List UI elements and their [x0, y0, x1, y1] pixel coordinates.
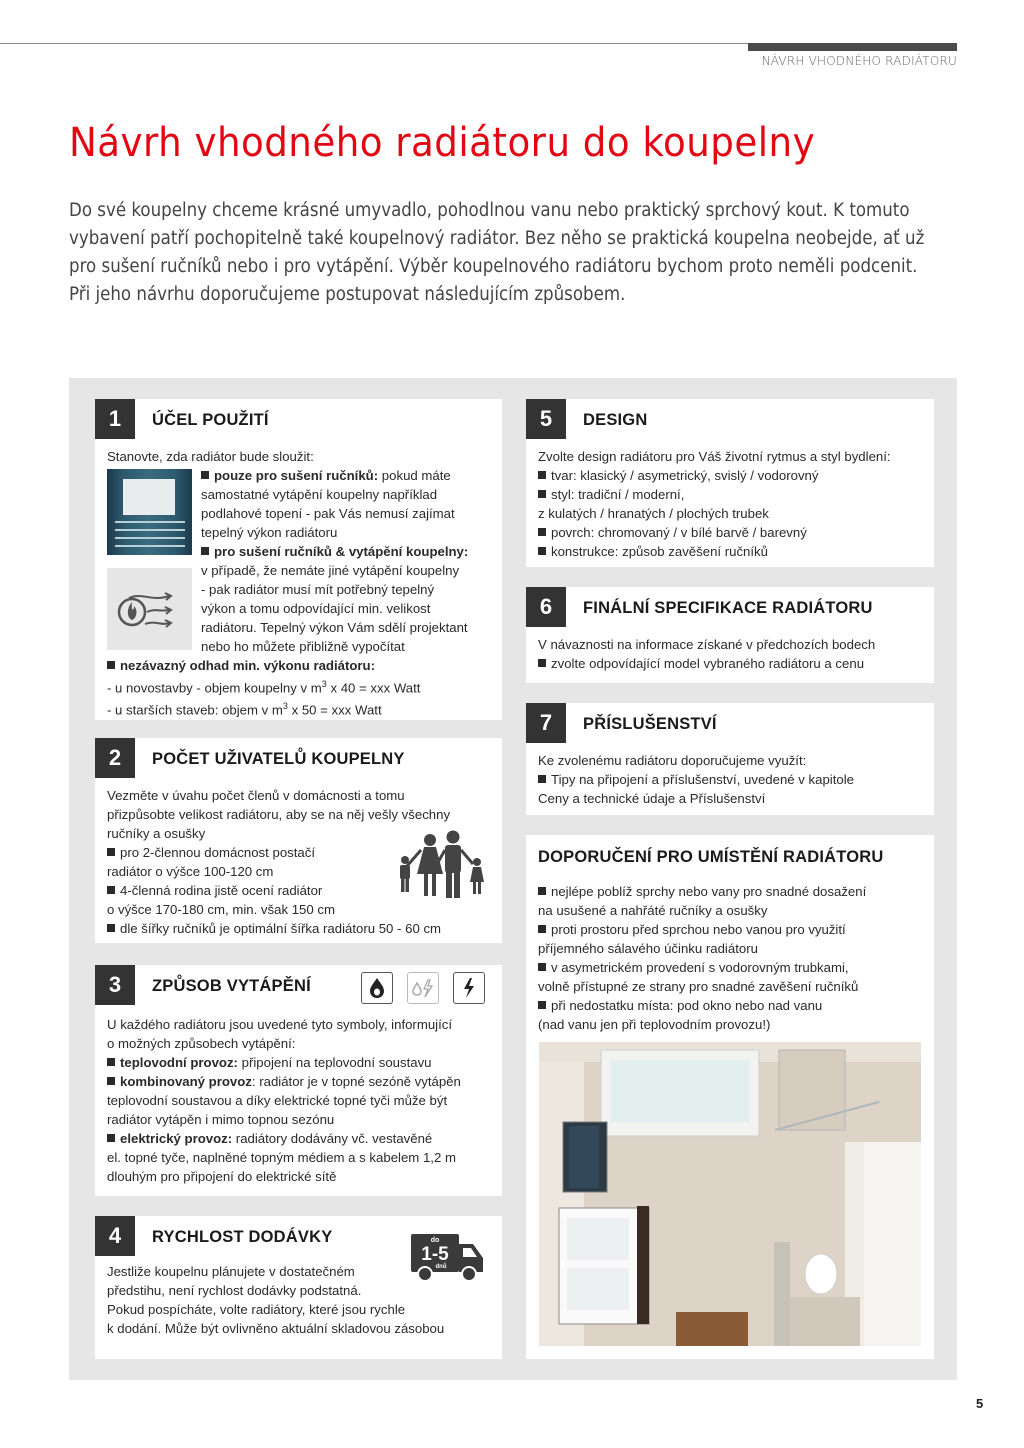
section-card-design	[526, 399, 934, 567]
bullet-text: z kulatých / hranatých / plochých trubek	[538, 506, 769, 521]
bullet-square	[201, 471, 209, 479]
combined-drop-lightning-icon	[407, 972, 439, 1004]
section-number: 4	[95, 1216, 135, 1256]
body-text: V návaznosti na informace získané v předchozích bodech	[538, 637, 876, 652]
section-title: ÚČEL POUŽITÍ	[152, 411, 269, 429]
section-body	[107, 1015, 494, 1186]
section-number: 7	[526, 703, 566, 743]
bullet-square	[107, 661, 115, 669]
bullet-combined-mode: kombinovaný provoz: radiátor je v topné sezóně vytápěn	[107, 1072, 494, 1091]
bullet-square	[107, 1077, 115, 1085]
bullet-lack-of-space: při nedostatku místa: pod okno nebo nad vanu	[538, 996, 926, 1015]
bullet-square	[201, 547, 209, 555]
bullet-square	[538, 775, 546, 783]
section-title: PŘÍSLUŠENSTVÍ	[583, 715, 717, 733]
running-head: NÁVRH VHODNÉHO RADIÁTORU	[761, 54, 957, 68]
section-title: RYCHLOST DODÁVKY	[152, 1228, 333, 1246]
bullet-text: v případě, že nemáte jiné vytápění koupelny	[201, 563, 460, 578]
bullet-shape: tvar: klasický / asymetrický, svislý / vodorovný	[538, 466, 926, 485]
bullet-text: (nad vanu jen při teplovodním provozu!)	[538, 1017, 771, 1032]
section-body: Stanovte, zda radiátor bude sloužit: pouze pro sušení ručníků: pokud máte samostatné vytápění koupelny například podlahové topení - pak Vás nemusí zajímat tepelný výkon radiátoru pro sušení ručníků & vytápění koupelny: v případě, že nemáte jiné vytápění koupelny - pak radiátor musí mít potřebný tepelný výkon a tomu odpovídající min. velikost radiátoru. Tepelný výkon Vám sdělí projektant nebo ho můžete přibližně vypočítat nezávazný odhad min. výkonu radiátoru: - u novostavby - objem koupelny v $m^3$ x 40 = xxx Watt - u starších staveb: objem v $m^3$ x 50 = xxx Watt	[107, 447, 494, 720]
bullet-text: na usušené a nahřáté ručníky a osušky	[538, 903, 768, 918]
intro-paragraph	[69, 197, 925, 309]
section-tab-marker	[748, 43, 957, 51]
section-card-final-spec	[526, 587, 934, 683]
bullet-square	[538, 925, 546, 933]
bullet-text: radiátor vytápěn i mimo topnou sezónu	[107, 1112, 335, 1127]
bullet-text: o výšce 170-180 cm, min. však 150 cm	[107, 902, 335, 917]
bullet-text: pokud máte	[378, 468, 451, 483]
bullet-square	[538, 490, 546, 498]
heating-mode-icons	[361, 972, 485, 1004]
body-text: k dodání. Může být ovlivněno aktuální skladovou zásobou	[107, 1321, 445, 1336]
body-text: o možných způsobech vytápění:	[107, 1036, 296, 1051]
water-drop-icon	[361, 972, 393, 1004]
section-card-purpose	[95, 399, 502, 720]
bullet-text: volně přístupné ze strany pro snadné zavěšení ručníků	[538, 979, 859, 994]
section-card-placement	[526, 835, 934, 1359]
body-text: Jestliže koupelnu plánujete v dostatečném	[107, 1264, 355, 1279]
bullet-text: Ceny a technické údaje a Příslušenství	[538, 791, 766, 806]
bullet-text: tepelný výkon radiátoru	[201, 525, 338, 540]
bullet-square	[107, 1058, 115, 1066]
bathroom-floorplan-image	[539, 1042, 921, 1346]
bullet-square	[538, 887, 546, 895]
section-card-users	[95, 738, 502, 943]
section-body	[538, 447, 926, 561]
section-title: DESIGN	[583, 411, 648, 429]
section-title: DOPORUČENÍ PRO UMÍSTĚNÍ RADIÁTORU	[538, 848, 884, 866]
section-number: 6	[526, 587, 566, 627]
bullet-text: výkon a tomu odpovídající min. velikost	[201, 601, 431, 616]
bullet-label: nezávazný odhad min. výkonu radiátoru:	[120, 658, 376, 673]
body-text: ručníky a osušky	[107, 826, 206, 841]
bullet-towels-heating	[107, 542, 494, 561]
section-number: 1	[95, 399, 135, 439]
bullet-text: podlahové topení - pak Vás nemusí zajímat	[201, 506, 455, 521]
bullet-text: - pak radiátor musí mít potřebný tepelný	[201, 582, 435, 597]
section-title: POČET UŽIVATELŮ KOUPELNY	[152, 750, 405, 768]
bullet-square	[107, 848, 115, 856]
bullet-square	[538, 471, 546, 479]
page-title: Návrh vhodného radiátoru do koupelny	[69, 120, 816, 166]
section-body	[538, 635, 926, 673]
bullet-square	[107, 1134, 115, 1142]
intro-line: Při jeho návrhu doporučujeme postupovat následujícím způsobem.	[69, 284, 626, 305]
bullet-model: zvolte odpovídající model vybraného radiátoru a cenu	[538, 654, 926, 673]
bullet-style: styl: tradiční / moderní,	[538, 485, 926, 504]
bullet-text: nebo ho můžete přibližně vypočítat	[201, 639, 405, 654]
bullet-text: el. topné tyče, naplněné topným médiem a s kabelem 1,2 m	[107, 1150, 456, 1165]
bullet-text: radiátoru. Tepelný výkon Vám sdělí projektant	[201, 620, 468, 635]
body-text: přizpůsobte velikost radiátoru, aby se na něj vešly všechny	[107, 807, 451, 822]
truck-label-days: 1-5	[421, 1244, 449, 1265]
lightning-icon	[453, 972, 485, 1004]
bullet-surface: povrch: chromovaný / v bílé barvě / barevný	[538, 523, 926, 542]
truck-label-bottom: dnů	[435, 1264, 447, 1270]
calc-new-build: - u novostavby - objem koupelny v $m^3$ x 40 = xxx Watt	[107, 679, 421, 696]
bullet-label: pouze pro sušení ručníků:	[214, 468, 379, 483]
body-text: Zvolte design radiátoru pro Váš životní rytmus a styl bydlení:	[538, 449, 891, 464]
body-text: U každého radiátoru jsou uvedené tyto symboly, informující	[107, 1017, 452, 1032]
bullet-text: samostatné vytápění koupelny například	[201, 487, 438, 502]
bullet-four-member: 4-členná rodina jistě ocení radiátor	[107, 881, 494, 900]
bullet-square	[107, 924, 115, 932]
section-number: 2	[95, 738, 135, 778]
body-text: předstihu, není rychlost dodávky podstatná.	[107, 1283, 362, 1298]
section-title: ZPŮSOB VYTÁPĚNÍ	[152, 977, 311, 995]
bullet-tips: Tipy na připojení a příslušenství, uvedené v kapitole	[538, 770, 926, 789]
section-body	[107, 1262, 494, 1338]
section-card-accessories	[526, 703, 934, 815]
section-body	[538, 751, 926, 808]
truck-label-top: do	[430, 1237, 440, 1244]
bullet-square	[538, 659, 546, 667]
intro-line: Do své koupelny chceme krásné umyvadlo, pohodlnou vanu nebo praktický sprchový kout. K tomuto	[69, 200, 910, 221]
section-title: FINÁLNÍ SPECIFIKACE RADIÁTORU	[583, 599, 873, 617]
family-icon	[393, 830, 489, 902]
bullet-two-member: pro 2-člennou domácnost postačí	[107, 843, 494, 862]
bullet-label: pro sušení ručníků & vytápění koupelny:	[214, 544, 469, 559]
bullet-electric-mode: elektrický provoz: radiátory dodávány vč. vestavěné	[107, 1129, 494, 1148]
body-text: Vezměte v úvahu počet členů v domácnosti a tomu	[107, 788, 405, 803]
bullet-text: dlouhým pro připojení do elektrické sítě	[107, 1169, 337, 1184]
bullet-square	[538, 1001, 546, 1009]
bullet-text: teplovodní soustavou a díky elektrické topné tyči může být	[107, 1093, 448, 1108]
bullet-construction: konstrukce: způsob zavěšení ručníků	[538, 542, 926, 561]
intro-line: vybavení patří pochopitelně také koupelnový radiátor. Bez něho se praktická koupelna neobejde, ať už	[69, 228, 925, 249]
section-card-heating-mode	[95, 965, 502, 1196]
page-number: 5	[976, 1396, 984, 1411]
bullet-opposite: proti prostoru před sprchou nebo vanou pro využití	[538, 920, 926, 939]
section-body	[538, 882, 926, 1034]
bullet-near-shower: nejlépe poblíž sprchy nebo vany pro snadné dosažení	[538, 882, 926, 901]
body-text: Ke zvolenému radiátoru doporučujeme využít:	[538, 753, 807, 768]
bullet-text: příjemného sálavého účinku radiátoru	[538, 941, 758, 956]
bullet-water-mode: teplovodní provoz: připojení na teplovodní soustavu	[107, 1053, 494, 1072]
bullet-square	[538, 547, 546, 555]
bullet-square	[107, 886, 115, 894]
body-text: Pokud pospícháte, volte radiátory, které jsou rychle	[107, 1302, 406, 1317]
bullet-square	[538, 528, 546, 536]
bullet-towels-only	[107, 466, 494, 485]
section-number: 5	[526, 399, 566, 439]
section-number: 3	[95, 965, 135, 1005]
bullet-text: radiátor o výšce 100-120 cm	[107, 864, 274, 879]
bullet-square	[538, 963, 546, 971]
bullet-width: dle šířky ručníků je optimální šířka radiátoru 50 - 60 cm	[107, 919, 494, 938]
bullet-estimate	[107, 656, 494, 675]
intro-line: pro sušení ručníků nebo i pro vytápění. Výběr koupelnového radiátoru bychom proto neměli podcenit.	[69, 256, 918, 277]
calc-old-build: - u starších staveb: objem v $m^3$ x 50 = xxx Watt	[107, 701, 382, 718]
bullet-asymmetric: v asymetrickém provedení s vodorovným trubkami,	[538, 958, 926, 977]
section-card-delivery	[95, 1216, 502, 1359]
